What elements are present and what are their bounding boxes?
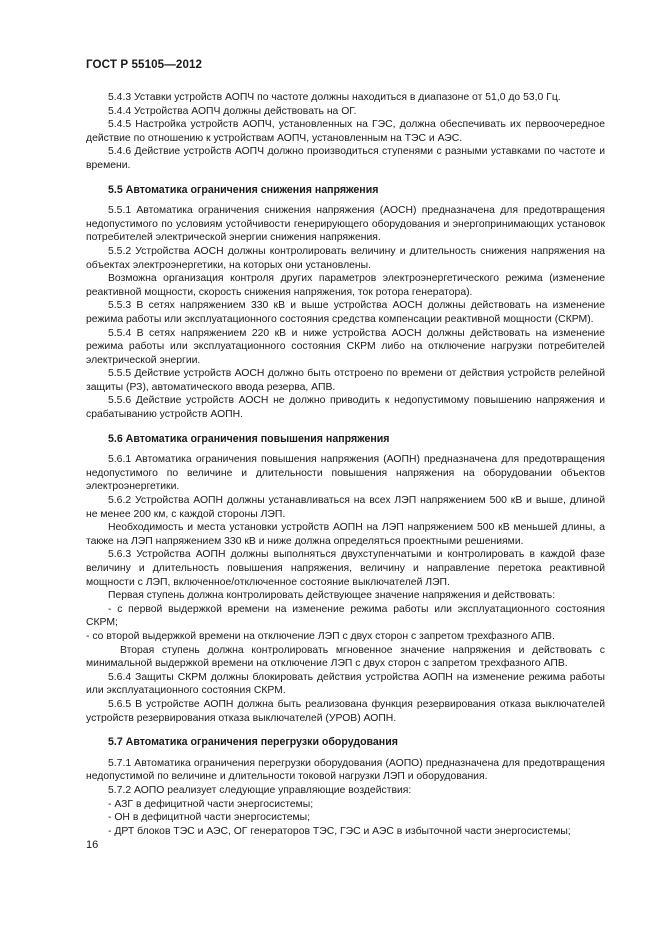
document-body [86, 91, 605, 838]
page-number: 16 [86, 839, 99, 851]
clause-5-4-6: 5.4.6 Действие устройств АОПЧ должно производиться ступенями с разными уставками по частоте и времени. [86, 146, 605, 171]
clause-5-5-2-note: Возможна организация контроля других параметров электроэнергетического режима (изменение реактивной мощности, скорость снижения напряжения, ток ротора генератора). [86, 273, 605, 298]
clause-5-7-2: 5.7.2 АОПО реализует следующие управляющие воздействия: [108, 784, 412, 796]
clause-5-5-3: 5.5.3 В сетях напряжением 330 кВ и выше устройства АОСН должны действовать на изменение режима работы или эксплуатационного состояния средства компенсации реактивной мощности (СКРМ). [86, 300, 605, 325]
clause-5-5-6: 5.5.6 Действие устройств АОСН не должно приводить к недопустимому повышению напряжения и срабатыванию устройств АОПН. [86, 395, 605, 421]
clause-5-5-4: 5.5.4 В сетях напряжением 220 кВ и ниже устройства АОСН должны действовать на изменение режима работы или эксплуатационного состояния СКРМ либо на отключение нагрузки потребителей электрической энергии. [86, 327, 605, 366]
document-header: ГОСТ Р 55105—2012 [86, 58, 203, 71]
clause-5-4-4: 5.4.4 Устройства АОПЧ должны действовать на ОГ. [108, 105, 357, 117]
section-heading-5-6: 5.6 Автоматика ограничения повышения напряжения [108, 432, 390, 445]
clause-5-6-3-item2: - со второй выдержкой времени на отключение ЛЭП с двух сторон с запретом трехфазного АПВ. [86, 630, 555, 642]
clause-5-4-3: 5.4.3 Уставки устройств АОПЧ по частоте должны находиться в диапазоне от 51,0 до 53,0 Гц. [108, 92, 561, 103]
clause-5-6-3: 5.6.3 Устройства АОПН должны выполняться двухступенчатыми и контролировать в каждой фазе величину и длительность повышения напряжения, величину и направление перетока реактивной мощности с ЛЭП, включенное/отключенное состояние выключателей ЛЭП. [86, 549, 605, 588]
clause-5-6-3-stage1: Первая ступень должна контролировать действующее значение напряжения и действовать: [108, 590, 556, 602]
clause-5-7-2-item3: - ДРТ блоков ТЭС и АЭС, ОГ генераторов ТЭС, ГЭС и АЭС в избыточной части энергосистемы; [108, 825, 571, 837]
clause-5-5-2: 5.5.2 Устройства АОСН должны контролировать величину и длительность снижения напряжения на объектах электроэнергетики, на которых они установлены. [86, 245, 605, 271]
clause-5-6-4: 5.6.4 Защиты СКРМ должны блокировать действия устройства АОПН на изменение режима работы или эксплуатационного состояния СКРМ. [86, 671, 605, 697]
section-heading-5-7: 5.7 Автоматика ограничения перегрузки оборудования [108, 736, 398, 749]
clause-5-6-5: 5.6.5 В устройстве АОПН должна быть реализована функция резервирования отказа выключателей устройств резервирования отказа выключателей (УРОВ) АОПН. [86, 698, 605, 724]
clause-5-6-2-note: Необходимость и места установки устройств АОПН на ЛЭП напряжением 500 кВ меньшей длины, а также на ЛЭП напряжением 330 кВ и ниже должна определяться проектными решениями. [86, 522, 605, 547]
clause-5-5-5: 5.5.5 Действие устройств АОСН должно быть отстроено по времени от действия устройств релейной защиты (РЗ), автоматического ввода резерва, АПВ. [86, 368, 605, 393]
section-heading-5-5: 5.5 Автоматика ограничения снижения напряжения [108, 183, 379, 196]
clause-5-6-1: 5.6.1 Автоматика ограничения повышения напряжения (АОПН) предназначена для предотвращения недопустимого по величине и длительности повышения напряжения на оборудовании объектов электроэнергетики. [86, 454, 605, 493]
clause-5-7-2-item2: - ОН в дефицитной части энергосистемы; [108, 812, 311, 824]
clause-5-7-1: 5.7.1 Автоматика ограничения перегрузки оборудования (АОПО) предназначена для предотвращения недопустимой по величине и длительности токовой нагрузки ЛЭП и оборудования. [86, 757, 605, 783]
clause-5-6-2: 5.6.2 Устройства АОПН должны устанавливаться на всех ЛЭП напряжением 500 кВ и выше, длиной не менее 200 км, с каждой стороны ЛЭП. [86, 495, 605, 520]
clause-5-4-5: 5.4.5 Настройка устройств АОПЧ, установленных на ГЭС, должна обеспечивать их первоочередное действие по отношению к устройствам АОПЧ, установленным на ТЭС и АЭС. [86, 119, 605, 144]
clause-5-5-1: 5.5.1 Автоматика ограничения снижения напряжения (АОСН) предназначена для предотвращения недопустимого по условиям устойчивости генерирующего оборудования и энергопринимающих установок потребителей электрической энергии снижения напряжения. [86, 205, 605, 244]
clause-5-6-3-stage2: Вторая ступень должна контролировать мгновенное значение напряжения и действовать с минимальной выдержкой времени на отключение ЛЭП с двух сторон с запретом трехфазного АПВ. [86, 644, 605, 670]
clause-5-7-2-item1: - АЗГ в дефицитной части энергосистемы; [108, 798, 314, 810]
clause-5-6-3-item1: - с первой выдержкой времени на изменение режима работы или эксплуатационного состояния СКРМ; [86, 603, 605, 629]
